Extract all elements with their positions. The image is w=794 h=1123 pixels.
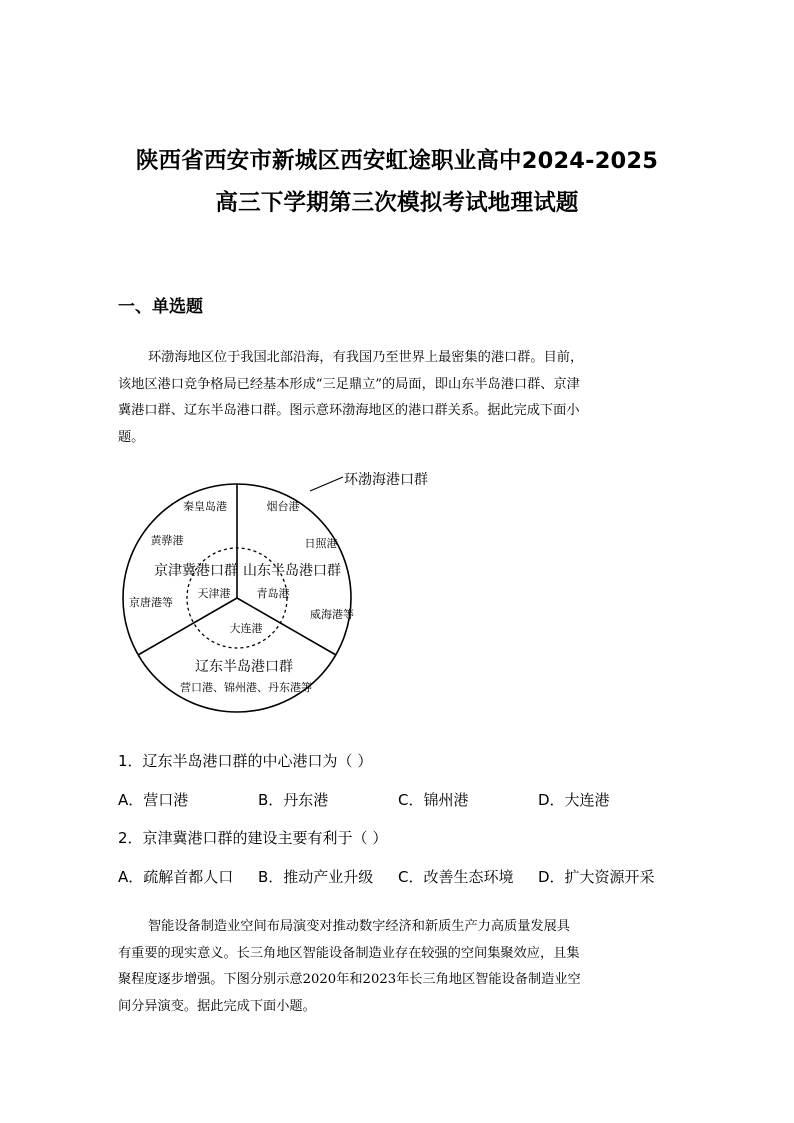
question-2-stem: 2．京津冀港口群的建设主要有利于（ ） — [118, 829, 388, 847]
passage-line: 冀港口群、辽东半岛港口群。图示意环渤海地区的港口群关系。据此完成下面小 — [118, 403, 580, 418]
passage-line: 题。 — [118, 429, 145, 445]
port-label-yantai: 烟台港 — [266, 500, 300, 513]
port-label-qinhuangdao: 秦皇岛港 — [183, 500, 227, 513]
title-line-1: 陕西省西安市新城区西安虹途职业高中2024-2025 — [135, 148, 659, 174]
center-port-dalian: 大连港 — [229, 622, 263, 635]
document-title — [0, 140, 794, 224]
passage-line: 有重要的现实意义。长三角地区智能设备制造业存在较强的空间集聚效应，且集 — [118, 945, 580, 961]
port-cluster-diagram — [115, 460, 455, 730]
passage-line: 环渤海地区位于我国北部沿海，有我国乃至世界上最密集的港口群。目前， — [148, 350, 584, 365]
question-2-option-c[interactable]: C．改善生态环境 — [398, 868, 514, 886]
question-1-option-a[interactable]: A．营口港 — [118, 791, 189, 809]
center-port-qingdao: 青岛港 — [256, 587, 290, 600]
question-2-option-b[interactable]: B．推动产业升级 — [258, 868, 374, 886]
passage-2 — [118, 914, 683, 1020]
port-list-liaodong: 营口港、锦州港、丹东港等 — [180, 681, 312, 694]
question-2-option-a[interactable]: A．疏解首都人口 — [118, 868, 234, 886]
port-label-jingtang: 京唐港等 — [129, 596, 173, 609]
question-1-option-d[interactable]: D．大连港 — [538, 791, 610, 809]
question-2-option-d[interactable]: D．扩大资源开采 — [538, 868, 655, 886]
outer-label: 环渤海港口群 — [344, 472, 428, 488]
cluster-label-shandong: 山东半岛港口群 — [243, 563, 341, 579]
question-1-stem: 1．辽东半岛港口群的中心港口为（ ） — [118, 752, 373, 770]
passage-line: 智能设备制造业空间布局演变对推动数字经济和新质生产力高质量发展具 — [148, 919, 570, 934]
title-line-2: 高三下学期第三次模拟考试地理试题 — [215, 190, 579, 216]
cluster-label-jingjinji: 京津冀港口群 — [154, 563, 238, 579]
port-label-weihai: 威海港等 — [310, 608, 354, 621]
port-label-huanghua: 黄骅港 — [150, 534, 184, 547]
question-1-option-b[interactable]: B．丹东港 — [258, 791, 329, 809]
center-port-tianjin: 天津港 — [197, 587, 231, 600]
passage-line: 该地区港口竞争格局已经基本形成“三足鼎立”的局面，即山东半岛港口群、京津 — [118, 376, 580, 392]
question-1-option-c[interactable]: C．锦州港 — [398, 791, 469, 809]
passage-1 — [118, 345, 683, 451]
passage-line: 间分异演变。据此完成下面小题。 — [118, 998, 316, 1014]
section-heading: 一、单选题 — [118, 297, 203, 317]
port-cluster-diagram-svg — [115, 460, 455, 730]
leader-line — [310, 477, 343, 491]
cluster-label-liaodong: 辽东半岛港口群 — [195, 659, 293, 675]
passage-line: 聚程度逐步增强。下图分别示意2020年和2023年长三角地区智能设备制造业空 — [118, 972, 581, 987]
port-label-rizhao: 日照港 — [304, 537, 338, 550]
